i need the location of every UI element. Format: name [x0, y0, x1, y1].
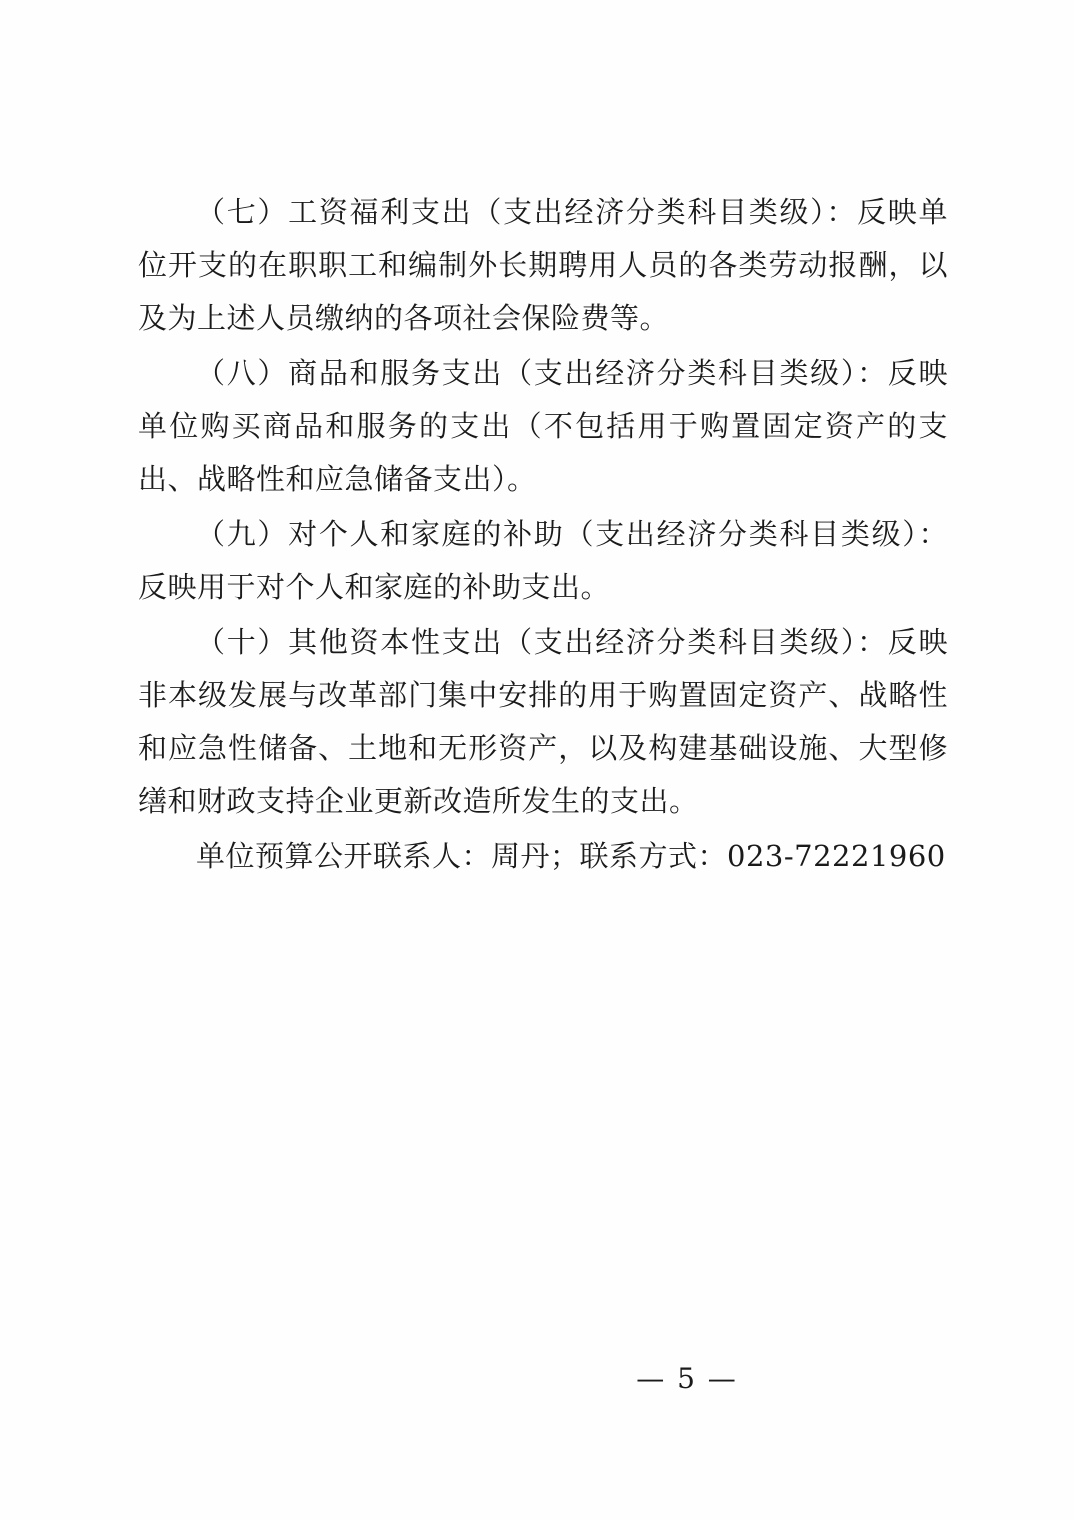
paragraph-item-9: （九）对个人和家庭的补助（支出经济分类科目类级）：反映用于对个人和家庭的补助支出。: [138, 517, 948, 604]
paragraph-item-10: （十）其他资本性支出（支出经济分类科目类级）：反映非本级发展与改革部门集中安排的用于购置固定资产、战略性和应急性储备、土地和无形资产，以及构建基础设施、大型修缮和财政支持企业更新改造所发生的支出。: [138, 625, 948, 818]
page-number-text: — 5 —: [636, 1362, 738, 1395]
paragraph-item-8: （八）商品和服务支出（支出经济分类科目类级）：反映单位购买商品和服务的支出（不包括用于购置固定资产的支出、战略性和应急储备支出）。: [138, 356, 948, 496]
page-number: [0, 1362, 1074, 1395]
budget-contact-line: 单位预算公开联系人：周丹；联系方式：023-72221960: [196, 839, 946, 873]
paragraph-item-7: （七）工资福利支出（支出经济分类科目类级）：反映单位开支的在职职工和编制外长期聘用人员的各类劳动报酬，以及为上述人员缴纳的各项社会保险费等。: [138, 195, 948, 335]
document-body: [138, 186, 948, 883]
